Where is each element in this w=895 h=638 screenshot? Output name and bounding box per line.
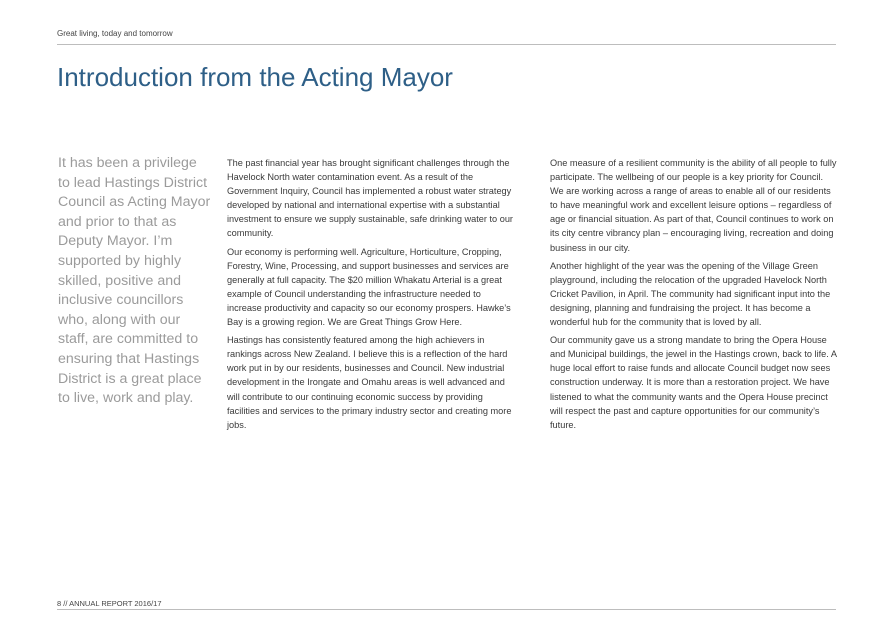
body-column-1: [227, 156, 517, 436]
body-column-2: [550, 156, 838, 436]
paragraph: Hastings has consistently featured among the high achievers in rankings across New Zealand. I believe this is a reflection of the hard work put in by our residents, businesses and Council. New industrial development in the Irongate and Omahu areas is well advanced and will contribute to our continuing economic success by providing facilities and services to the primary industry sector and creating more jobs.: [227, 335, 512, 430]
pull-quote: It has been a privilege to lead Hastings District Council as Acting Mayor and prior to that as Deputy Mayor. I’m supported by highly skilled, positive and inclusive councillors who, along with our staff, are committed to ensuring that Hastings District is a great place to live, work and play.: [58, 155, 211, 407]
paragraph: Our community gave us a strong mandate to bring the Opera House and Municipal buildings, the jewel in the Hastings crown, back to life. A huge local effort to raise funds and allocate Council budget now sees construction underway. It is more than a restoration project. We have listened to what the community wants and the Opera House precinct will respect the past and capture opportunities for our community’s future.: [550, 335, 837, 430]
footer-page-label: 8 // ANNUAL REPORT 2016/17: [57, 599, 162, 608]
page-title: Introduction from the Acting Mayor: [57, 62, 453, 92]
paragraph: The past financial year has brought significant challenges through the Havelock North water contamination event. As a result of the Government Inquiry, Council has implemented a robust water strategy developed by national and international expertise with a substantial investment to ensure we supply sustainable, safe drinking water to our community.: [227, 158, 513, 239]
paragraph: Our economy is performing well. Agriculture, Horticulture, Cropping, Forestry, Wine, Processing, and support businesses and services are generally at full capacity. The $20 million Whakatu Arterial is a great example of Council understanding the infrastructure needed to increase productivity and capacity so our economy prospers. Hawke’s Bay is a growing region. We are Great Things Grow Here.: [227, 246, 511, 328]
paragraph: One measure of a resilient community is the ability of all people to fully participate. The wellbeing of our people is a key priority for Council. We are working across a range of areas to enable all of our residents to have meaningful work and excellent leisure options – regardless of age or financial situation. As part of that, Council continues to work on its city centre vibrancy plan – encouraging living, recreation and doing business in our city.: [550, 158, 837, 253]
paragraph: Another highlight of the year was the opening of the Village Green playground, including the relocation of the upgraded Havelock North Cricket Pavilion, in April. The community had significant input into the designing, planning and fundraising the project. It has become a wonderful hub for the community that is loved by all.: [550, 260, 831, 328]
footer-divider: [57, 609, 836, 610]
header-divider: [57, 44, 836, 45]
header-tagline: Great living, today and tomorrow: [57, 29, 173, 38]
